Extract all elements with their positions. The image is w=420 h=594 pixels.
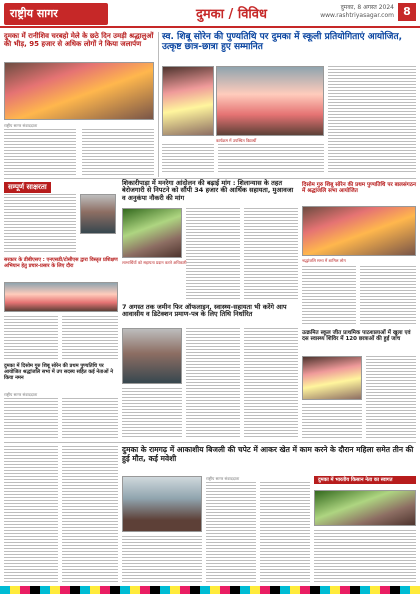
headline-top-main: स्व. शिबू सोरेन की पुण्यतिथि पर दुमका में स्कूली प्रतियोगिताएं आयोजित, उत्कृष्ट छात्र-छात्रा हुए सम्मानित xyxy=(162,32,403,53)
box-title: सम्पूर्ण साक्षरता xyxy=(4,182,51,193)
article-body xyxy=(186,208,240,300)
article-body xyxy=(218,144,324,174)
article-body xyxy=(302,266,356,326)
section-divider xyxy=(4,442,416,443)
photo-official xyxy=(122,328,182,384)
box-title-right: दुमका में भारतीय किसान नेता का स्वागत xyxy=(314,476,416,484)
headline-bottom-main: दुमका के रामगढ़ में आकाशीय बिजली की चपेट में आकर खेत में काम करने के दौरान महिला समेत तीन की हुई मौत, कई मवेशी xyxy=(122,445,414,463)
column-divider xyxy=(158,32,159,177)
photo-school xyxy=(302,356,362,400)
article-body xyxy=(62,446,118,582)
article-body xyxy=(62,398,118,438)
headline-middle: शिकारीपाड़ा में मनरेगा आंदोलन की बढ़ाई मांग : शिलान्यास के तहत बेरोजगारी से निपटने को सौंपी 34 हजार की आर्थिक सहायता, मुआवजा व अनुकंपा नौकरी की मांग xyxy=(122,179,294,202)
article-body xyxy=(4,446,58,582)
section-title: दुमका / विविध xyxy=(196,7,268,22)
article-body xyxy=(360,266,416,326)
article-body xyxy=(260,482,310,582)
article-body xyxy=(162,144,214,174)
website: www.rashtriyasagar.com xyxy=(320,12,394,19)
headline-center-lower: 7 अगस्त तक जमीन फिर ऑफलाइन, स्वास्थ्य-सहायता भी करेंगे आप आवासीय व डिटेक्शन प्रमाण-पत्र के लिए तिथि निर्धारित xyxy=(122,303,287,319)
article-body xyxy=(366,356,416,438)
article-body xyxy=(206,482,256,582)
article-body xyxy=(302,404,362,438)
photo-bottom xyxy=(122,476,202,532)
photo-right xyxy=(302,206,416,256)
byline: राष्ट्रीय सागर संवाददाता xyxy=(4,123,38,128)
article-body xyxy=(244,328,298,438)
photo-caption: कार्यक्रम में उपस्थित विद्यार्थी xyxy=(216,138,257,143)
article-body xyxy=(4,316,58,360)
photo-stage xyxy=(162,66,214,136)
photo-caption: श्रद्धांजलि सभा में शामिल लोग xyxy=(302,258,346,263)
article-body xyxy=(4,129,76,175)
byline: राष्ट्रीय सागर संवाददाता xyxy=(4,392,38,397)
byline: राष्ट्रीय सागर संवाददाता xyxy=(206,476,240,481)
photo-group xyxy=(216,66,324,136)
article-body xyxy=(186,328,240,438)
article-body xyxy=(82,129,154,175)
header-meta xyxy=(320,4,394,20)
photo-left-mid xyxy=(4,282,118,312)
article-body xyxy=(244,208,298,300)
headline-right: दिसोम गुरु शिबू सोरेन की प्रथम पुण्यतिथि पर बालसंगठन में श्रद्धांजलि सभा आयोजित xyxy=(302,182,416,195)
date-line: दुमका, 8 अगस्त 2024 xyxy=(340,4,394,11)
article-body xyxy=(122,536,202,582)
photo-middle xyxy=(122,208,182,258)
page-number: 8 xyxy=(398,3,416,21)
photo-caption: लाभार्थियों को सहायता प्रदान करते अधिकारी xyxy=(122,260,187,265)
article-body xyxy=(4,194,76,254)
photo-crowd xyxy=(4,62,154,120)
photo-portrait xyxy=(80,194,116,234)
brand-name: राष्ट्रीय सागर xyxy=(10,7,58,20)
headline-top-left: दुमका में रानीशिव चरबहो मेले के छठे दिन उमड़ी श्रद्धालुओं की भीड़, 95 हजार से अधिक लोगों ने किया जलार्पण xyxy=(4,32,154,49)
headline-left-lower: दुमका में दिसोम गुरु शिबू सोरेन की प्रथम पुण्यतिथि पर आयोजित श्रद्धांजलि सभा में उप सदस्य सहित कई नेताओं ने किया नमन xyxy=(4,363,113,381)
headline-left-mid: सरकार के डीबीएसए : एनएसडी/टोसीएस द्वारा विस्तृत प्रशिक्षण अभियान हेतु प्रचार-प्रसार के लिए दौरा xyxy=(4,257,118,269)
page-footer-strip xyxy=(0,586,420,594)
page-header xyxy=(0,0,420,28)
photo-bottom-right xyxy=(314,490,416,526)
masthead-logo xyxy=(4,3,108,25)
article-body xyxy=(314,530,416,582)
article-body xyxy=(62,316,118,360)
article-body xyxy=(328,66,416,174)
article-body xyxy=(122,388,182,438)
article-body xyxy=(4,398,58,438)
headline-school: उत्क्रमित स्कूल जीत प्राथमिक पाठशालाओं में खुला एवं दस स्वास्थ्य शिविर में 120 छात्राओं की हुई जांच xyxy=(302,330,411,343)
